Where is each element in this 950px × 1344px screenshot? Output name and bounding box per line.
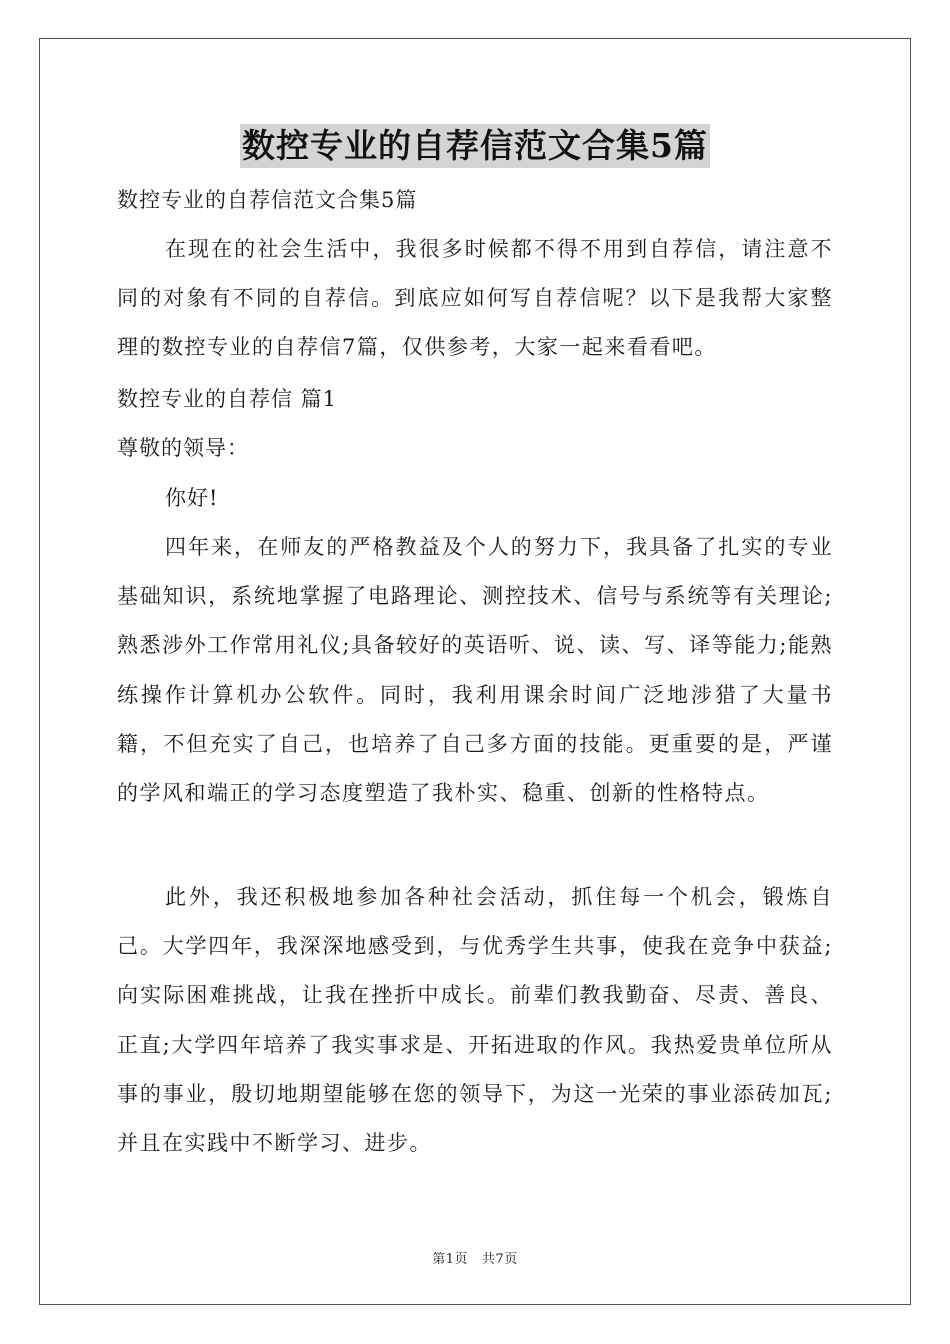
title-wrap: [117, 124, 833, 168]
salutation: 尊敬的领导：: [117, 436, 249, 460]
body-paragraph-1: 四年来，在师友的严格教益及个人的努力下，我具备了扎实的专业基础知识，系统地掌握了电路理论、测控技术、信号与系统等有关理论;熟悉涉外工作常用礼仪;具备较好的英语听、说、读、写、译等能力;能熟练操作计算机办公软件。同时，我利用课余时间广泛地涉猎了大量书籍，不但充实了自己，也培养了自己多方面的技能。更重要的是，严谨的学风和端正的学习态度塑造了我朴实、稳重、创新的性格特点。: [117, 535, 833, 806]
page-footer: 第1页 共7页: [432, 1252, 518, 1267]
document-subtitle: 数控专业的自荐信范文合集5篇: [117, 188, 418, 212]
intro-paragraph: 在现在的社会生活中，我很多时候都不得不用到自荐信，请注意不同的对象有不同的自荐信。到底应如何写自荐信呢？以下是我帮大家整理的数控专业的自荐信7篇，仅供参考，大家一起来看看吧。: [117, 237, 833, 360]
greeting: 你好!: [165, 486, 219, 510]
document-title: 数控专业的自荐信范文合集5篇: [240, 124, 710, 168]
section-heading: 数控专业的自荐信 篇1: [117, 387, 338, 411]
body-paragraph-2: 此外，我还积极地参加各种社会活动，抓住每一个机会，锻炼自己。大学四年，我深深地感受到，与优秀学生共事，使我在竞争中获益;向实际困难挑战，让我在挫折中成长。前辈们教我勤奋、尽责、善良、正直;大学四年培养了我实事求是、开拓进取的作风。我热爱贵单位所从事的事业，殷切地期望能够在您的领导下，为这一光荣的事业添砖加瓦;并且在实践中不断学习、进步。: [117, 885, 833, 1156]
